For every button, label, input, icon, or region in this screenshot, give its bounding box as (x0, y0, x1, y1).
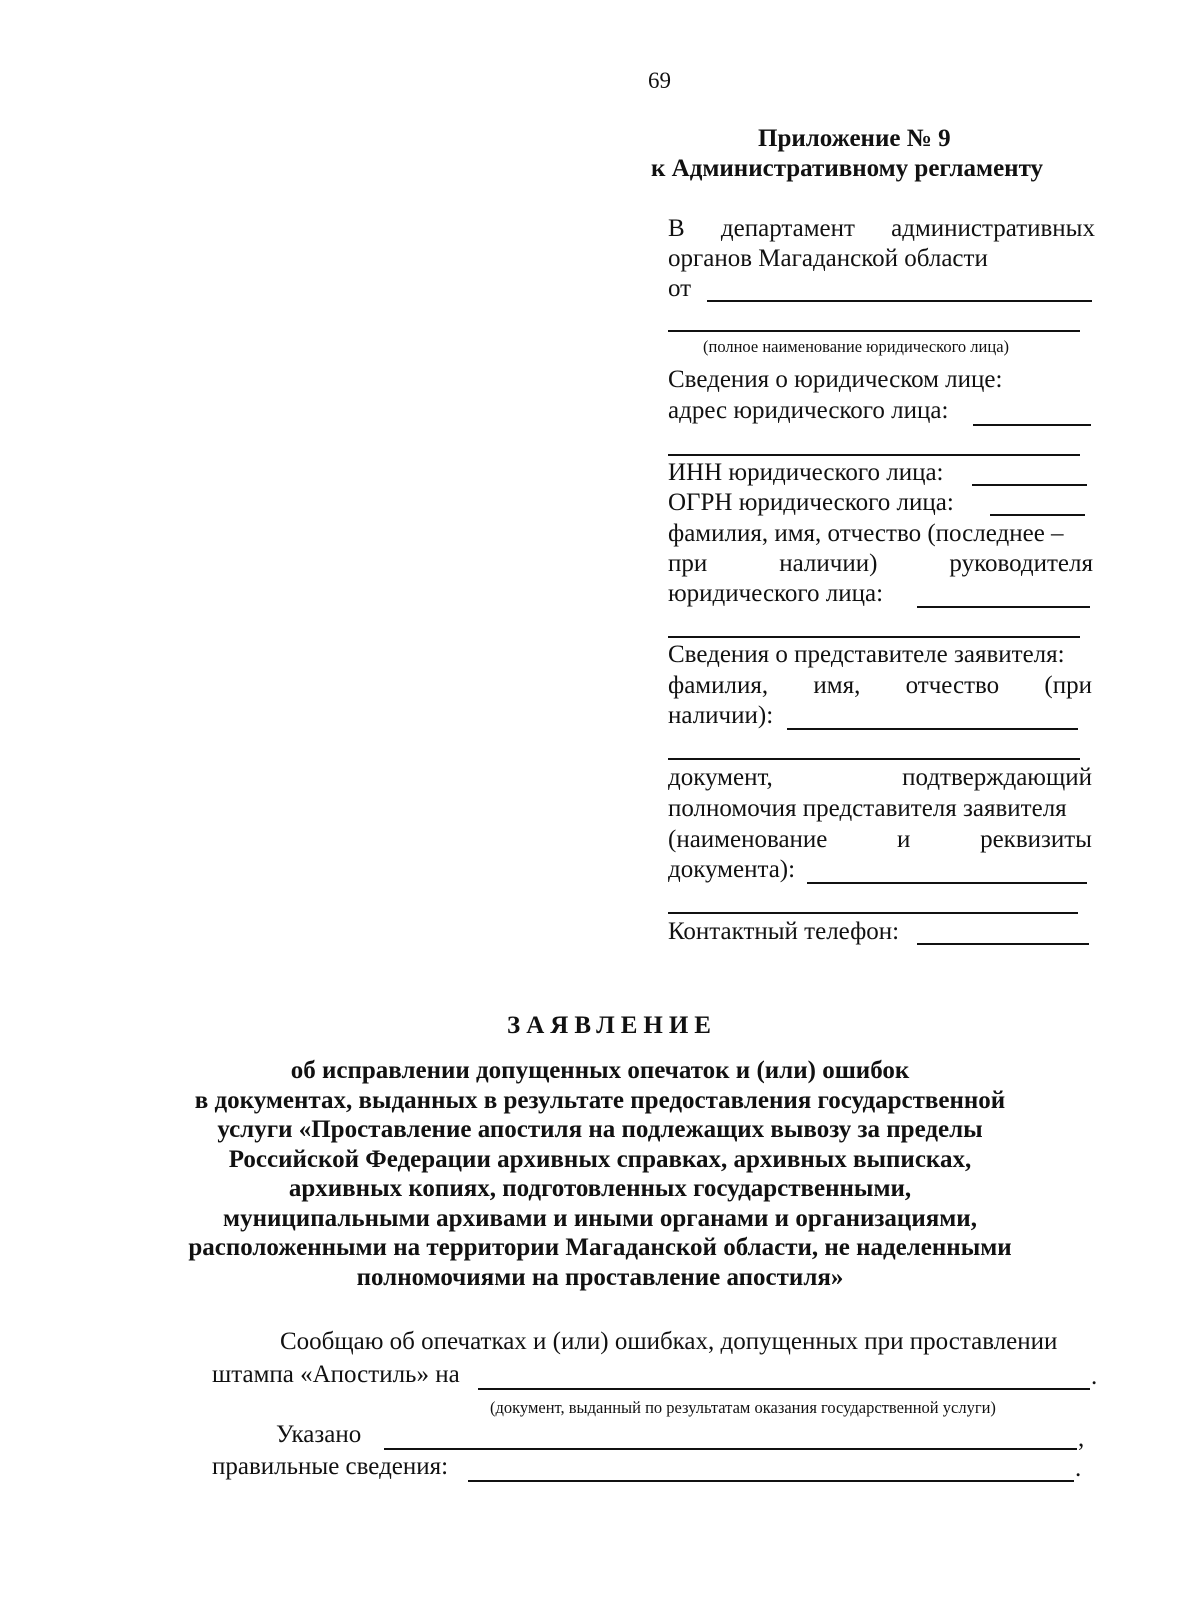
correct-info-label: правильные сведения: (212, 1453, 449, 1480)
ogrn-label: ОГРН юридического лица: (668, 489, 954, 516)
authority-doc-line-2: полномочия представителя заявителя (668, 795, 1067, 822)
statement-title-line: архивных копиях, подготовленных государственными, (288, 1175, 912, 1202)
director-fio-field-line[interactable] (917, 606, 1090, 608)
addressee-line-1 (668, 214, 1095, 244)
statement-title-line: об исправлении допущенных опечаток и (или) ошибок (290, 1057, 910, 1084)
org-name-field-line[interactable] (668, 330, 1080, 332)
org-name-caption: (полное наименование юридического лица) (703, 337, 1010, 356)
representative-fio-field-line[interactable] (787, 728, 1078, 730)
correct-info-field-line[interactable] (468, 1480, 1074, 1482)
representative-fio-line-2: наличии): (668, 702, 774, 729)
word: (при (1044, 672, 1092, 699)
word: наличии) (779, 550, 878, 577)
body-line-1: Сообщаю об опечатках и (или) ошибках, допущенных при проставлении (280, 1328, 1058, 1355)
indicated-field-line[interactable] (384, 1448, 1077, 1450)
legal-info-heading: Сведения о юридическом лице: (668, 366, 1003, 393)
word: департамент (720, 215, 855, 242)
from-field-line[interactable] (707, 300, 1092, 302)
statement-title-line: Российской Федерации архивных справках, архивных выписках, (228, 1146, 972, 1173)
authority-doc-line-4: документа): (668, 856, 796, 883)
representative-fio-line-1 (668, 671, 1092, 701)
director-fio-line-1: фамилия, имя, отчество (последнее – (668, 520, 1064, 547)
director-fio-line-3: юридического лица: (668, 580, 884, 607)
body-line-2-end: . (1091, 1363, 1098, 1390)
word: при (668, 550, 708, 577)
appendix-regulation: к Административному регламенту (651, 155, 1044, 182)
statement-title-line: услуги «Проставление апостиля на подлежащих вывозу за пределы (217, 1116, 983, 1143)
director-fio-field-line-2[interactable] (668, 636, 1080, 638)
statement-title-line: в документах, выданных в результате предоставления государственной (194, 1087, 1006, 1114)
indicated-label: Указано (276, 1421, 362, 1448)
authority-doc-line-1 (668, 763, 1092, 793)
address-label: адрес юридического лица: (668, 397, 949, 424)
word: отчество (905, 672, 1000, 699)
statement-title-line: полномочиями на проставление апостиля» (356, 1264, 844, 1291)
document-field-line[interactable] (478, 1388, 1090, 1390)
word: подтверждающий (902, 764, 1092, 791)
representative-fio-field-line-2[interactable] (668, 758, 1080, 760)
page-number: 69 (648, 68, 671, 93)
ogrn-field-line[interactable] (990, 514, 1085, 516)
inn-label: ИНН юридического лица: (668, 459, 944, 486)
word: документ, (668, 764, 773, 791)
word: реквизиты (980, 826, 1092, 853)
word: и (897, 826, 911, 853)
from-label: от (668, 275, 692, 302)
address-field-line[interactable] (973, 424, 1091, 426)
word: (наименование (668, 826, 828, 853)
director-fio-line-2 (668, 549, 1093, 579)
statement-heading: ЗАЯВЛЕНИЕ (507, 1012, 717, 1039)
address-field-line-2[interactable] (668, 454, 1080, 456)
statement-title-line: муниципальными архивами и иными органами и организациями, (223, 1205, 977, 1232)
correct-info-end: . (1075, 1455, 1082, 1482)
word: В (668, 215, 685, 242)
document-caption: (документ, выданный по результатам оказания государственной услуги) (490, 1398, 996, 1417)
word: имя, (813, 672, 861, 699)
statement-title-line: расположенными на территории Магаданской области, не наделенными (188, 1234, 1012, 1261)
word: фамилия, (668, 672, 769, 699)
representative-heading: Сведения о представителе заявителя: (668, 641, 1065, 668)
appendix-number: Приложение № 9 (758, 125, 951, 152)
addressee-line-2: органов Магаданской области (668, 245, 988, 272)
phone-label: Контактный телефон: (668, 918, 900, 945)
authority-doc-field-line-2[interactable] (668, 912, 1078, 914)
phone-field-line[interactable] (917, 943, 1089, 945)
authority-doc-field-line[interactable] (807, 882, 1087, 884)
word: руководителя (949, 550, 1093, 577)
body-line-2: штампа «Апостиль» на (212, 1361, 460, 1388)
authority-doc-line-3 (668, 825, 1092, 855)
inn-field-line[interactable] (972, 484, 1087, 486)
word: административных (891, 215, 1095, 242)
indicated-end: , (1078, 1425, 1085, 1452)
